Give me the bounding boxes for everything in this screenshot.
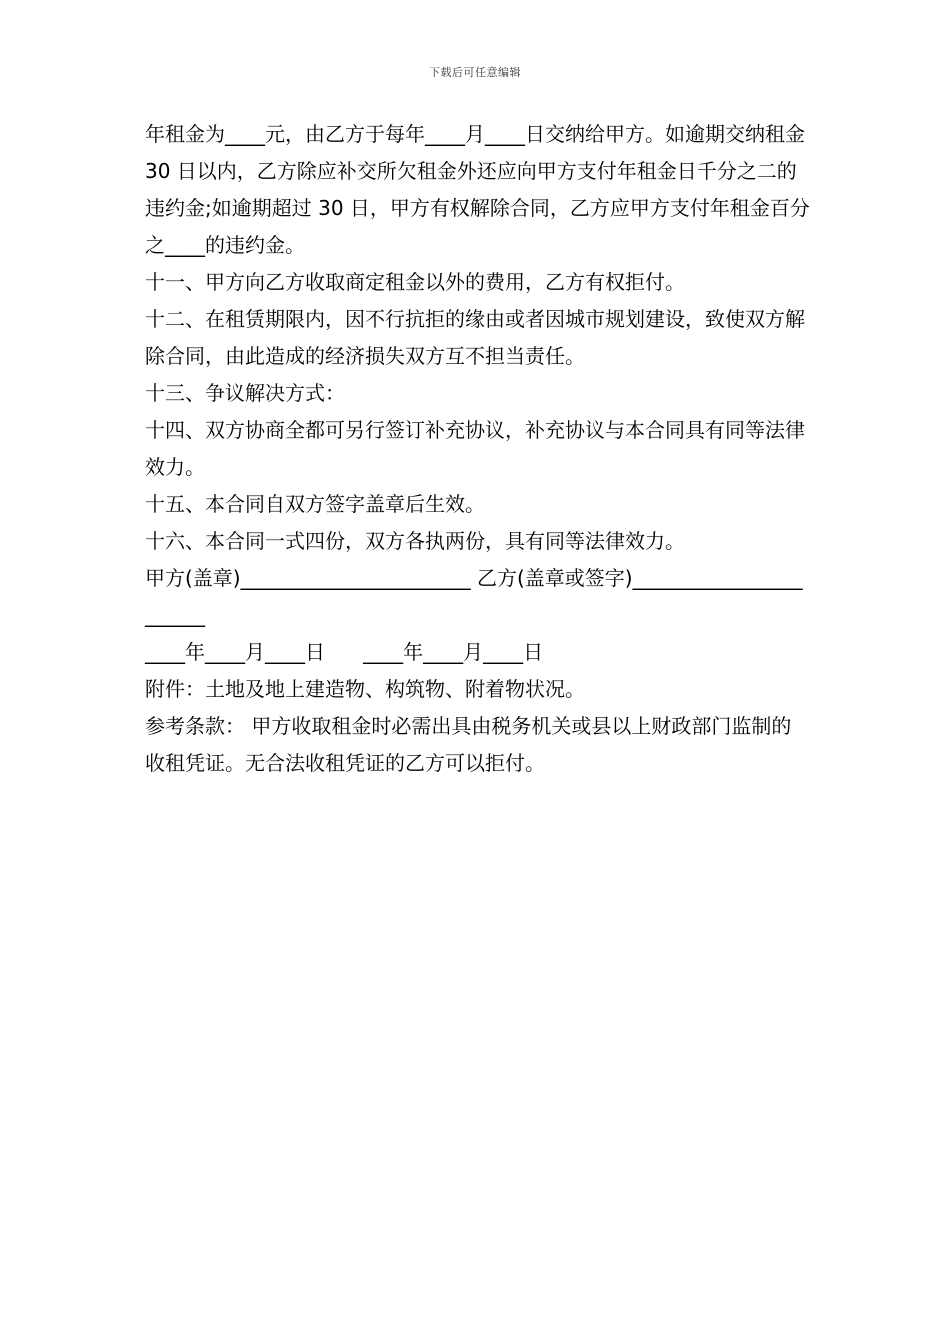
paragraph-attachment: 附件：土地及地上建造物、构筑物、附着物状况。 [145,677,585,701]
paragraph-clause-11: 十一、甲方向乙方收取商定租金以外的费用，乙方有权拒付。 [145,270,685,294]
date-line: ____年____月____日 ____年____月____日 [145,640,544,664]
document-body [145,116,810,782]
paragraph-reference-clause: 参考条款： 甲方收取租金时必需出具由税务机关或县以上财政部门监制的收租凭证。无合法收租凭证的乙方可以拒付。 [145,714,792,775]
paragraph-clause-12: 十二、在租赁期限内，因不行抗拒的缘由或者因城市规划建设，致使双方解除合同，由此造成的经济损失双方互不担当责任。 [145,307,805,368]
paragraph-clause-14: 十四、双方协商全都可另行签订补充协议，补充协议与本合同具有同等法律效力。 [145,418,805,479]
paragraph-clause-13: 十三、争议解决方式： [145,381,345,405]
signature-line: 甲方(盖章)_______________________ 乙方(盖章或签字)_______________________ [145,566,803,627]
paragraph-clause-16: 十六、本合同一式四份，双方各执两份，具有同等法律效力。 [145,529,685,553]
paragraph-rent-payment: 年租金为____元，由乙方于每年____月____日交纳给甲方。如逾期交纳租金 30 日以内，乙方除应补交所欠租金外还应向甲方支付年租金日千分之二的违约金;如逾期超过 30 日，甲方有权解除合同，乙方应甲方支付年租金百分之____的违约金。 [145,122,812,257]
page-header: 下载后可任意编辑 [429,66,521,79]
paragraph-clause-15: 十五、本合同自双方签字盖章后生效。 [145,492,485,516]
